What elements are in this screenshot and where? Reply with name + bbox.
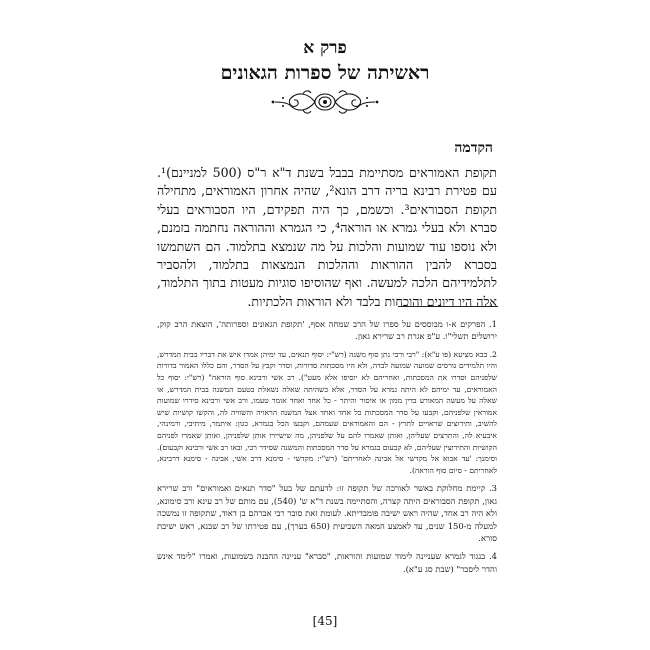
- footnote-4: 4. בנגוד לגמרא שעניינה לימוד שמועות והוראות, "סברא" עניינה ההבנה בשמועות, ואמרו "לימד אינש והדר ליסבר" (שבת סג ע"א).: [157, 551, 497, 574]
- footnote-2: 2. בבא מציעא (פו ע"א): "רבי ורבי נתן סוף משנה (רש"י: יסוף תנאים, עד ימיהן אמרו איש את דבריו בבית המדרש, והיו תלמידים גורסים שמועה שמועה לבדה, ולא היו מסכתות סדורות, וסדר וקבץ על הסדר, והם כללו האמור בדורות שלפניהם וסדרו את המסכתות, ואחריהם לא יוסיפו אלא מעט"). רב אשי ורבינא סוף הוראה" (רש"י: יסוף כל האמוראים, עד ימיהם לא היתה גמרא על הסדר, אלא כשהיתה שאלה נשאלת בטעם המשנה בבית המדרש, או שאלה על מעשה המאורע בדין ממון או איסור והיתר - כל אחד ואחד אומר טעמו, ורב אשי ורבינא סידרו שמועות אמוראין שלפניהם, וקבעו על סדר המסכתות כל אחד ואחד אצל המשנה הראויה והשוויה לה, והקשו קושיות שיש להשיב, ותירוצים שראויים לתרץ - הם והאמוראים שעמהם, וקבעו הכל בגמרא, כגון: איתמר, מיתיבי, ורמינהי, איבעיא לה, והתרצים שעליהן, ואותן שאמרו להם על שלפניהן, מה שישיירו אותן שלפניהן, ואותן שאמרו לפניהם הקושיות והתירוצין שעליהם, לא קבעום בגמרא על סדר המסכתות והמשנה שסידר רבי, ובאו רב אשי ורבינא וקבעום). וסימנך: 'עד אבוא אל מקדשי אל אבינה לאחריתם' (רש"י: מקדשי - סימנא דרב אשי, אבינה - סימנא דרבינא, לאחריתם - סיום סוף הוראה).: [157, 349, 497, 475]
- body-paragraph: תקופת האמוראים מסתיימת בבבל בשנת ד"א ר"ס (500 למניינם)¹. עם פטירת רבינא בריה דרב הונא², שהיה אחרון האמוראים, מתחילה תקופת הסבוראים³. וכשמם, כך היה תפקידם, היו הסבוראים בעלי סברא ולא בעלי גמרא או הוראה⁴, כי הגמרא וההוראה נחתמה בזמנם, ולא נוספו עוד שמועות והלכות על מה שנמצא בתלמוד. הם השתמשו בסברא להבין ההוראות וההלכות הנמצאות בתלמוד, ולהסביר לתלמידיהם הלכה למעשה. ואף שהוסיפו סוגיות מעטות בתוך התלמוד, אלה היו דיונים והוכחות בלבד ולא הוראות הלכתיות.: [157, 165, 498, 309]
- body-text: [157, 164, 497, 311]
- footnote-3: 3. קיימת מחלוקת באשר לאורכה של תקופה זו: לדעתם של בעל "סדר תנאים ואמוראים" ורב שרירא גאון, תקופת הסבוראים היתה קצרה, והסתיימה בשנת ד"א ש' (540), עם מותם של רב עינא ורב סימונא, ולא היה רב אחד, שהיה ראש ישיבה פומבדיתא. לעומת זאת סובר רבי אברהם בן דאוד, שתקופה זו נמשכה למעלה מ-150 שנים, עד לאמצע המאה השביעית (650 בערך), עם פטירתו של רב שבנא, ראש ישיבת סורא.: [157, 483, 497, 543]
- footnotes: [157, 318, 497, 581]
- footnote-1: 1. הפרקים א-ו מבוססים על ספרו של הרב שמחה אסף, 'תקופת הגאונים וספרותה', הוצאת הרב קוק, ירושלים תשלי"ו. ע"פ אגרת רב שרירא גאון.: [157, 319, 497, 342]
- footnote-divider: [398, 306, 498, 307]
- chapter-heading: פרק א: [303, 38, 347, 58]
- chapter-title: ראשיתה של ספרות הגאונים: [220, 62, 430, 84]
- section-heading: הקדמה: [454, 140, 493, 156]
- ornament-divider-icon: [269, 88, 381, 116]
- page-number: [45]: [312, 614, 338, 628]
